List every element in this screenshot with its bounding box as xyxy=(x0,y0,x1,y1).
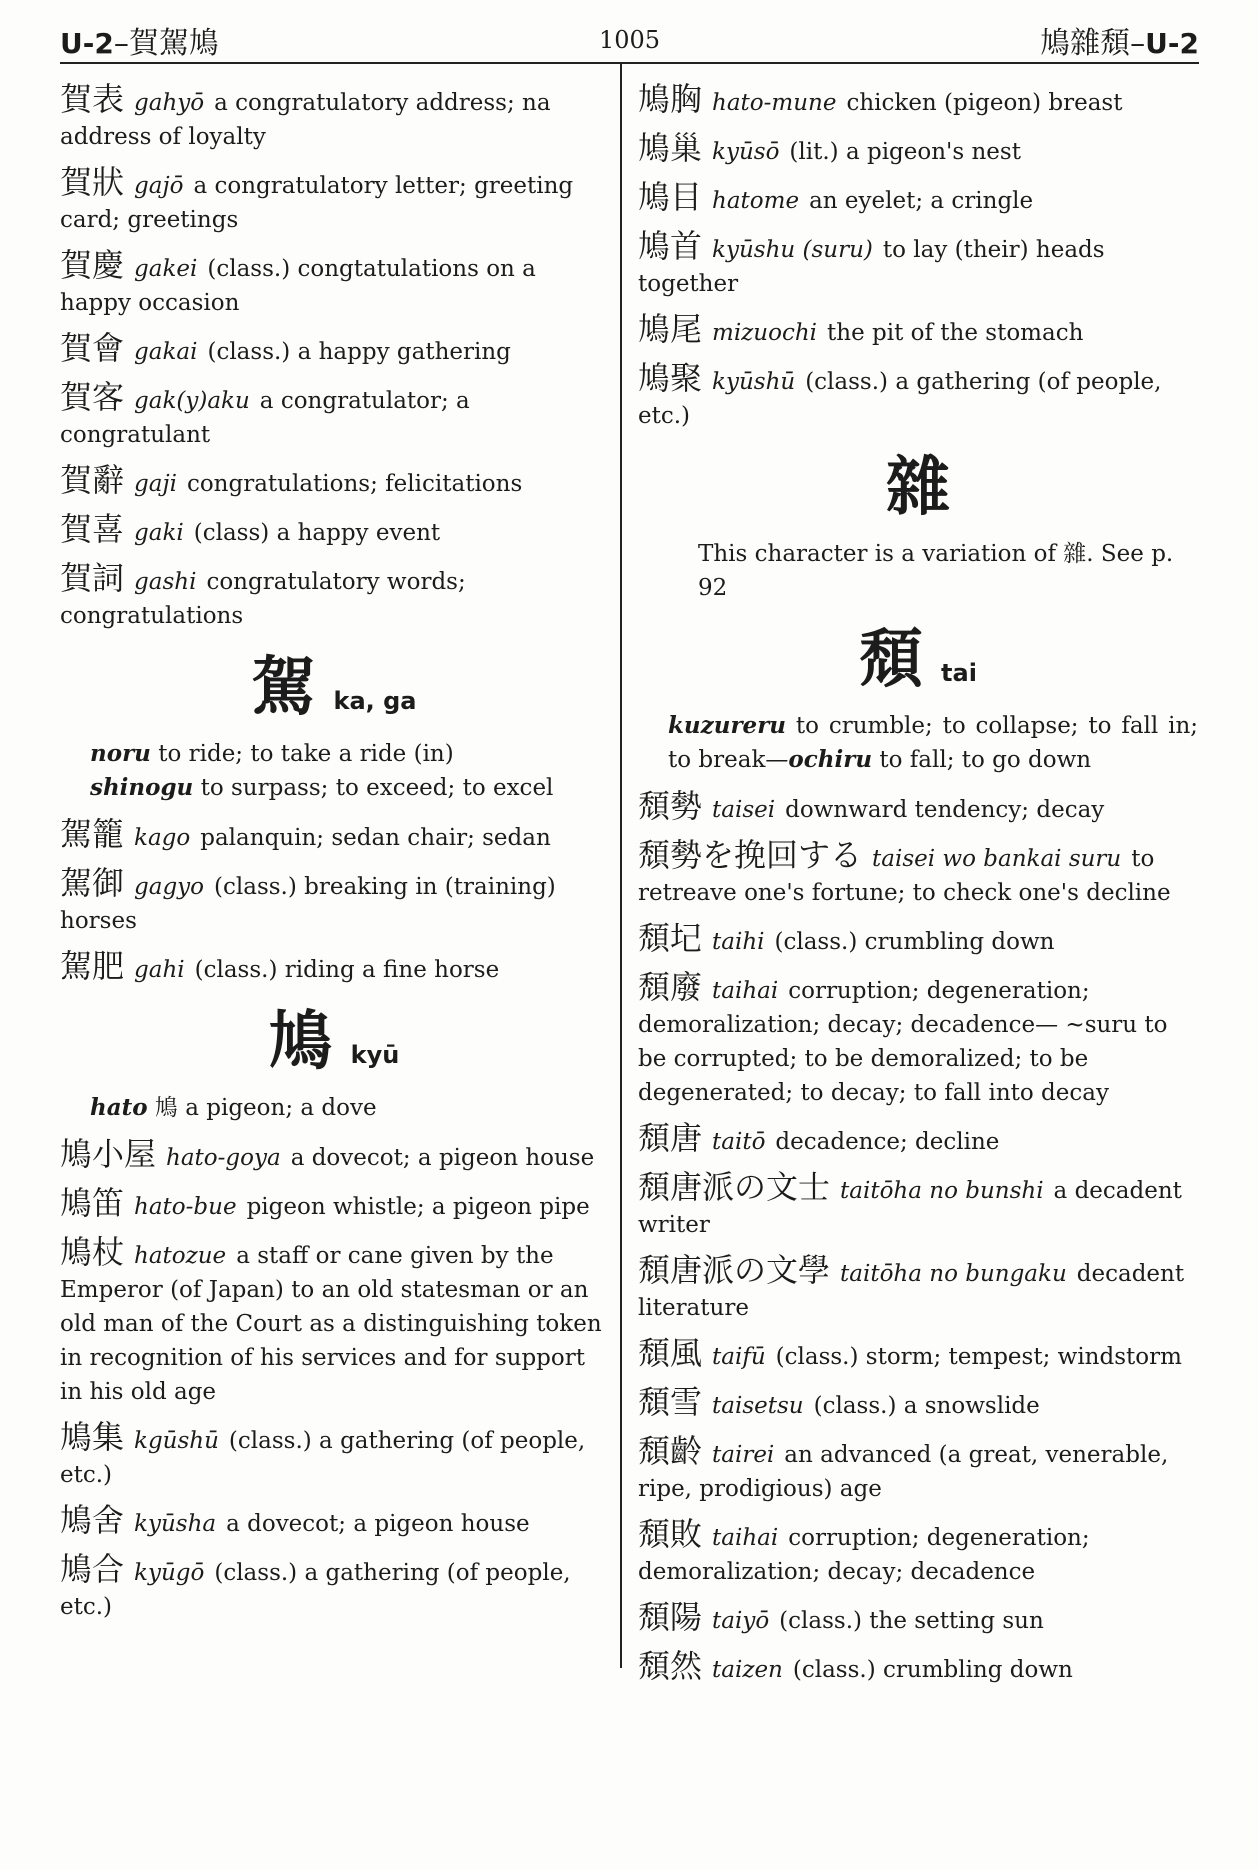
kanji-heading: 駕 xyxy=(251,651,316,725)
entry-definition: congratulations; felicitations xyxy=(186,471,523,497)
entry-romanization: taizen xyxy=(712,1657,783,1683)
entry-headword: 頹勢 xyxy=(638,787,703,825)
left-column xyxy=(60,80,608,1633)
dictionary-entry xyxy=(60,378,608,452)
entry-romanization: tairei xyxy=(712,1442,775,1468)
header-rule xyxy=(60,62,1199,64)
entry-romanization: gakei xyxy=(134,256,198,282)
entry-definition: (class.) a gathering (of people, etc.) xyxy=(60,1428,586,1488)
entry-romanization: hatozue xyxy=(134,1243,227,1269)
entry-headword: 賀客 xyxy=(60,378,125,416)
entry-definition: decadent literature xyxy=(638,1261,1185,1321)
kanji-reading: kyū xyxy=(350,1041,400,1069)
dictionary-entry xyxy=(638,1383,1198,1423)
entry-headword: 頹風 xyxy=(638,1334,703,1372)
dictionary-entry xyxy=(60,461,608,501)
entry-headword: 鳩舍 xyxy=(60,1501,125,1539)
dictionary-entry xyxy=(60,559,608,633)
entry-romanization: gakai xyxy=(134,339,198,365)
entry-romanization: gahyō xyxy=(134,90,205,116)
header-left-chars: –賀駕鳩 xyxy=(113,26,219,61)
entry-headword: 頹雪 xyxy=(638,1383,703,1421)
entry-headword: 賀狀 xyxy=(60,163,125,201)
entry-definition: a congratulatory address; na address of loyalty xyxy=(60,90,551,150)
entry-headword: 鳩尾 xyxy=(638,310,703,348)
page-number: 1005 xyxy=(598,26,661,54)
kun-definition: 鳩 a pigeon; a dove xyxy=(154,1095,377,1121)
dictionary-entry xyxy=(60,1418,608,1492)
entry-headword: 賀辭 xyxy=(60,461,125,499)
entry-list-tai xyxy=(638,787,1198,1687)
dictionary-entry xyxy=(638,919,1198,959)
dictionary-entry xyxy=(638,310,1198,350)
entry-definition: (class.) crumbling down xyxy=(792,1657,1073,1683)
entry-definition: (class.) a gathering (of people, etc.) xyxy=(60,1560,571,1620)
entry-headword: 鳩聚 xyxy=(638,359,703,397)
entry-headword: 鳩胸 xyxy=(638,80,703,118)
kun-meaning xyxy=(60,737,608,805)
column-divider xyxy=(620,64,622,1668)
kun-reading: noru xyxy=(90,740,151,767)
entry-definition: congratulatory words; congratulations xyxy=(60,569,466,629)
entry-definition: (class.) riding a fine horse xyxy=(194,957,500,983)
entry-definition: (class.) a snowslide xyxy=(813,1393,1040,1419)
dictionary-entry xyxy=(638,1515,1198,1589)
entry-romanization: kgūshū xyxy=(134,1428,219,1454)
entry-list-ka xyxy=(60,815,608,987)
header-right-chars: 鳩雜頹– xyxy=(1040,26,1146,61)
kun-definition: to crumble; to collapse; to fall in; to break— xyxy=(668,713,1199,773)
dictionary-entry xyxy=(60,1184,608,1224)
entry-headword: 頹唐 xyxy=(638,1119,703,1157)
dictionary-entry xyxy=(60,163,608,237)
entry-romanization: gashi xyxy=(134,569,197,595)
entry-headword: 頹敗 xyxy=(638,1515,703,1553)
kun-reading: hato xyxy=(90,1094,148,1121)
entry-list-kyu-cont xyxy=(638,80,1198,433)
entry-romanization: gajō xyxy=(134,173,184,199)
entry-romanization: gagyo xyxy=(134,874,205,900)
kanji-heading: 頹 xyxy=(859,623,924,697)
section-heading-za xyxy=(638,453,1198,523)
dictionary-entry xyxy=(638,836,1198,910)
entry-romanization: taisei wo bankai suru xyxy=(872,846,1122,872)
dictionary-entry xyxy=(638,178,1198,218)
entry-headword: 鳩首 xyxy=(638,227,703,265)
dictionary-entry xyxy=(638,1168,1198,1242)
entry-romanization: hato-mune xyxy=(712,90,837,116)
entry-definition: chicken (pigeon) breast xyxy=(846,90,1123,116)
dictionary-entry xyxy=(638,1119,1198,1159)
header-left-code: U-2 xyxy=(60,27,114,60)
entry-headword: 鳩小屋 xyxy=(60,1135,157,1173)
entry-definition: (class) a happy event xyxy=(193,520,441,546)
dictionary-entry xyxy=(60,864,608,938)
entry-romanization: hato-goya xyxy=(166,1145,281,1171)
dictionary-entry xyxy=(638,787,1198,827)
entry-definition: downward tendency; decay xyxy=(785,797,1105,823)
kun-meaning xyxy=(638,709,1198,777)
dictionary-entry xyxy=(60,815,608,855)
entry-romanization: kyūsō xyxy=(712,139,780,165)
entry-romanization: gahi xyxy=(134,957,185,983)
entry-headword: 鳩杖 xyxy=(60,1233,125,1271)
entry-definition: (class.) a happy gathering xyxy=(207,339,511,365)
dictionary-entry xyxy=(638,1251,1198,1325)
entry-definition: to lay (their) heads together xyxy=(638,237,1105,297)
entry-romanization: hatome xyxy=(712,188,800,214)
entry-romanization: kago xyxy=(134,825,191,851)
entry-headword: 駕籠 xyxy=(60,815,125,853)
entry-definition: a decadent writer xyxy=(638,1178,1182,1238)
entry-headword: 頹唐派の文士 xyxy=(638,1168,831,1206)
entry-list-ga xyxy=(60,80,608,633)
entry-definition: (lit.) a pigeon's nest xyxy=(789,139,1021,165)
entry-headword: 鳩笛 xyxy=(60,1184,125,1222)
kanji-reading: ka, ga xyxy=(333,687,417,715)
page-header xyxy=(60,14,1199,64)
entry-definition: palanquin; sedan chair; sedan xyxy=(200,825,551,851)
dictionary-entry xyxy=(638,359,1198,433)
dictionary-entry xyxy=(60,1233,608,1409)
kun-reading: shinogu xyxy=(90,774,194,801)
entry-romanization: gaki xyxy=(134,520,184,546)
entry-definition: (class.) the setting sun xyxy=(779,1608,1044,1634)
entry-definition: the pit of the stomach xyxy=(827,320,1084,346)
entry-romanization: taifū xyxy=(712,1344,766,1370)
entry-romanization: taiyō xyxy=(712,1608,770,1634)
dictionary-entry xyxy=(60,80,608,154)
entry-romanization: kyūshu (suru) xyxy=(712,237,873,263)
entry-romanization: kyūshū xyxy=(712,369,796,395)
variant-note: This character is a variation of 雜. See p. 92 xyxy=(698,541,1174,601)
entry-headword: 鳩合 xyxy=(60,1550,125,1588)
entry-headword: 頹圮 xyxy=(638,919,703,957)
entry-headword: 鳩目 xyxy=(638,178,703,216)
dictionary-entry xyxy=(60,1501,608,1541)
entry-headword: 鳩集 xyxy=(60,1418,125,1456)
entry-romanization: taitōha no bungaku xyxy=(840,1261,1067,1287)
kanji-heading: 鳩 xyxy=(268,1005,333,1079)
entry-headword: 賀會 xyxy=(60,329,125,367)
section-heading-tai xyxy=(638,625,1198,695)
dictionary-entry xyxy=(638,1432,1198,1506)
entry-definition: (class.) congtatulations on a happy occasion xyxy=(60,256,536,316)
dictionary-entry xyxy=(60,1550,608,1624)
entry-romanization: taihai xyxy=(712,1525,779,1551)
entry-romanization: gaji xyxy=(134,471,177,497)
dictionary-entry xyxy=(638,80,1198,120)
kanji-heading: 雜 xyxy=(886,451,950,525)
entry-romanization: taitōha no bunshi xyxy=(840,1178,1044,1204)
entry-romanization: taihai xyxy=(712,978,779,1004)
dictionary-entry xyxy=(60,246,608,320)
kun-definition: to ride; to take a ride (in) xyxy=(158,741,454,767)
entry-romanization: gak(y)aku xyxy=(134,388,250,414)
entry-headword: 頹陽 xyxy=(638,1598,703,1636)
dictionary-entry xyxy=(638,1598,1198,1638)
entry-romanization: mizuochi xyxy=(712,320,818,346)
entry-headword: 賀詞 xyxy=(60,559,125,597)
entry-definition: (class.) breaking in (training) horses xyxy=(60,874,556,934)
entry-headword: 頹齡 xyxy=(638,1432,703,1470)
entry-headword: 鳩巢 xyxy=(638,129,703,167)
dictionary-entry xyxy=(60,329,608,369)
entry-romanization: taihi xyxy=(712,929,765,955)
entry-headword: 頹然 xyxy=(638,1647,703,1685)
entry-headword: 頹勢を挽回する xyxy=(638,836,863,874)
right-column xyxy=(638,80,1198,1696)
entry-definition: a dovecot; a pigeon house xyxy=(226,1511,530,1537)
entry-headword: 頹廢 xyxy=(638,968,703,1006)
entry-romanization: taisei xyxy=(712,797,776,823)
entry-headword: 賀表 xyxy=(60,80,125,118)
entry-definition: (class.) a gathering (of people, etc.) xyxy=(638,369,1162,429)
entry-romanization: kyūsha xyxy=(134,1511,217,1537)
kun-definition: to fall; to go down xyxy=(879,747,1092,773)
kun-meaning xyxy=(60,1091,608,1125)
dictionary-entry xyxy=(638,1334,1198,1374)
section-heading-kyu xyxy=(60,1007,608,1077)
entry-headword: 頹唐派の文學 xyxy=(638,1251,831,1289)
dictionary-entry xyxy=(60,947,608,987)
entry-definition: to retreave one's fortune; to check one's decline xyxy=(638,846,1171,906)
header-right-code: U-2 xyxy=(1145,27,1199,60)
kun-reading: ochiru xyxy=(788,746,873,773)
entry-definition: decadence; decline xyxy=(775,1129,1000,1155)
entry-romanization: kyūgō xyxy=(134,1560,205,1586)
entry-romanization: taitō xyxy=(712,1129,766,1155)
dictionary-entry xyxy=(60,510,608,550)
dictionary-entry xyxy=(638,1647,1198,1687)
entry-definition: corruption; degeneration; demoralization; decay; decadence— ~suru to be corrupted; to be demoralized; to be degenerated; to decay; to fall into decay xyxy=(638,978,1168,1106)
entry-definition: an advanced (a great, venerable, ripe, prodigious) age xyxy=(638,1442,1169,1502)
entry-romanization: taisetsu xyxy=(712,1393,804,1419)
entry-definition: an eyelet; a cringle xyxy=(809,188,1034,214)
dictionary-entry xyxy=(60,1135,608,1175)
entry-definition: a staff or cane given by the Emperor (of Japan) to an old statesman or an old man of the Court as a distinguishing token in recognition of his services and for support in his old age xyxy=(60,1243,602,1405)
entry-definition: (class.) crumbling down xyxy=(774,929,1055,955)
entry-definition: a dovecot; a pigeon house xyxy=(290,1145,595,1171)
dictionary-entry xyxy=(638,227,1198,301)
entry-definition: corruption; degeneration; demoralization; decay; decadence xyxy=(638,1525,1090,1585)
kanji-reading: tai xyxy=(941,659,977,687)
entry-definition: pigeon whistle; a pigeon pipe xyxy=(246,1194,590,1220)
section-heading-ka xyxy=(60,653,608,723)
entry-headword: 賀慶 xyxy=(60,246,125,284)
dictionary-entry xyxy=(638,129,1198,169)
entry-definition: (class.) storm; tempest; windstorm xyxy=(775,1344,1182,1370)
entry-list-kyu xyxy=(60,1135,608,1624)
header-right xyxy=(1040,18,1199,62)
entry-definition: a congratulatory letter; greeting card; greetings xyxy=(60,173,574,233)
kun-reading: kuzureru xyxy=(668,712,787,739)
entry-romanization: hato-bue xyxy=(134,1194,237,1220)
entry-headword: 駕肥 xyxy=(60,947,125,985)
entry-definition: a congratulator; a congratulant xyxy=(60,388,470,448)
entry-headword: 駕御 xyxy=(60,864,125,902)
kun-definition: to surpass; to exceed; to excel xyxy=(200,775,554,801)
entry-headword: 賀喜 xyxy=(60,510,125,548)
dictionary-entry xyxy=(638,968,1198,1110)
